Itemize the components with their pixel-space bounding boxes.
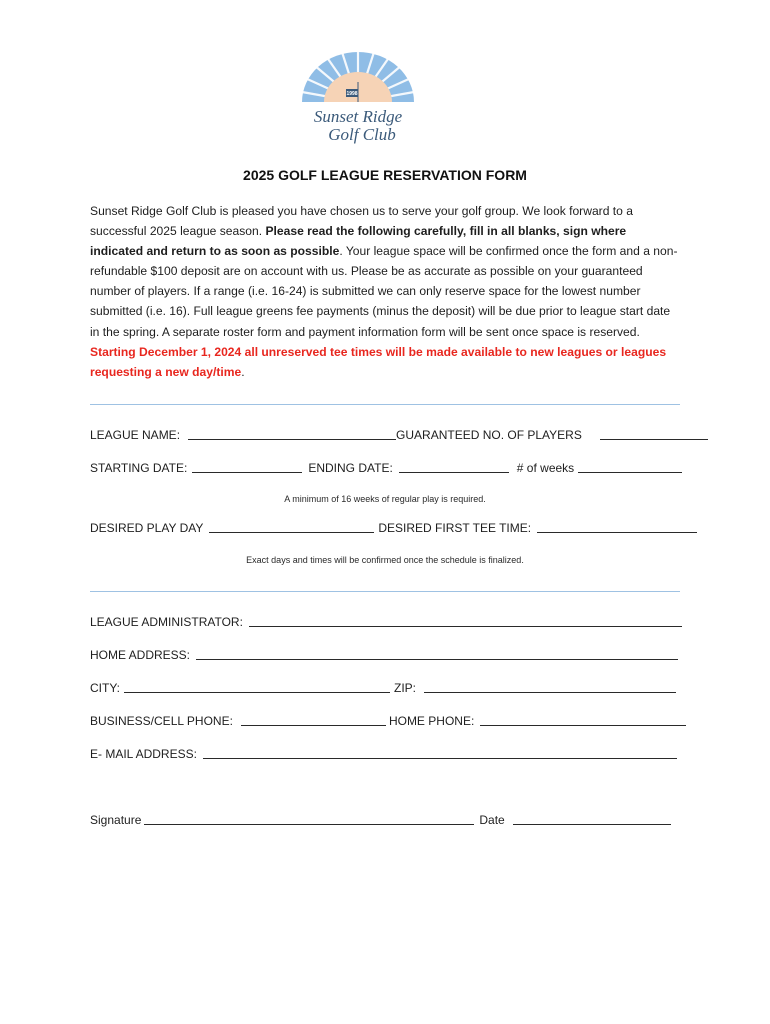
email-label: E- MAIL ADDRESS: (90, 747, 197, 761)
row-league-admin (90, 615, 682, 629)
date-label: Date (479, 813, 505, 827)
min-weeks-note: A minimum of 16 weeks of regular play is required. (284, 494, 486, 504)
desired-play-day-field[interactable] (209, 531, 374, 533)
starting-date-label: STARTING DATE: (90, 461, 188, 475)
sun-flag-icon (302, 52, 414, 102)
row-league-name (90, 428, 708, 442)
home-address-field[interactable] (196, 658, 678, 660)
num-weeks-field[interactable] (578, 471, 682, 473)
league-name-field[interactable] (188, 438, 396, 440)
row-dates (90, 461, 682, 475)
intro-run-red: Starting December 1, 2024 all unreserved tee times will be made available to new leagues or leagues requesting a new day/time (90, 344, 667, 379)
ending-date-field[interactable] (399, 471, 509, 473)
row-email (90, 747, 677, 761)
business-phone-label: BUSINESS/CELL PHONE: (90, 714, 233, 728)
home-phone-field[interactable] (480, 724, 686, 726)
city-label: CITY: (90, 681, 121, 695)
logo-line2: Golf Club (328, 125, 396, 144)
logo-line1: Sunset Ridge (313, 107, 403, 126)
league-admin-field[interactable] (249, 625, 682, 627)
row-phones (90, 714, 686, 728)
row-play-day (90, 521, 697, 535)
intro-run-bold: Please read the following carefully, fill in all blanks, sign where indicated and return to as soon as possible (90, 224, 627, 259)
schedule-note: Exact days and times will be confirmed once the schedule is finalized. (246, 555, 524, 565)
zip-label: ZIP: (394, 681, 417, 695)
logo-flag-text: 1998 (346, 91, 358, 98)
league-admin-label: LEAGUE ADMINISTRATOR: (90, 615, 243, 629)
divider-2 (90, 591, 680, 592)
row-signature (90, 813, 671, 827)
guaranteed-players-field[interactable] (600, 438, 708, 440)
row-home-address (90, 648, 678, 662)
intro-run-normal: . (241, 364, 245, 379)
signature-label: Signature (90, 813, 142, 827)
zip-field[interactable] (424, 691, 676, 693)
email-field[interactable] (203, 757, 677, 759)
desired-play-day-label: DESIRED PLAY DAY (90, 521, 204, 535)
league-name-label: LEAGUE NAME: (90, 428, 181, 442)
guaranteed-players-label: GUARANTEED NO. OF PLAYERS (396, 428, 582, 442)
starting-date-field[interactable] (192, 471, 302, 473)
home-address-label: HOME ADDRESS: (90, 648, 191, 662)
form-title: 2025 GOLF LEAGUE RESERVATION FORM (243, 167, 527, 183)
intro-run-normal: . Your league space will be confirmed once the form and a non-refundable $100 deposit are on account with us. Please be as accurate as possible on your guaranteed number of players. If a range (i.e. 16-24) is submitted we can only reserve space for the lowest number submitted (i.e. 16). Full league greens fee payments (minus the deposit) will be due prior to league start date in the spring. A separate roster form and payment information form will be sent once space is reserved. (90, 244, 678, 339)
date-field[interactable] (513, 823, 671, 825)
divider-1 (90, 404, 680, 405)
num-weeks-label: # of weeks (516, 461, 575, 475)
signature-field[interactable] (144, 823, 474, 825)
club-logo (296, 52, 420, 148)
ending-date-label: ENDING DATE: (308, 461, 393, 475)
row-city-zip (90, 681, 676, 695)
desired-tee-time-label: DESIRED FIRST TEE TIME: (378, 521, 532, 535)
home-phone-label: HOME PHONE: (388, 714, 475, 728)
business-phone-field[interactable] (241, 724, 386, 726)
desired-tee-time-field[interactable] (537, 531, 697, 533)
intro-run-normal: Sunset Ridge Golf Club is pleased you have chosen us to serve your golf group. We look forward to a successful 2025 league season. (90, 204, 633, 239)
city-field[interactable] (124, 691, 390, 693)
intro-paragraph (90, 201, 682, 382)
